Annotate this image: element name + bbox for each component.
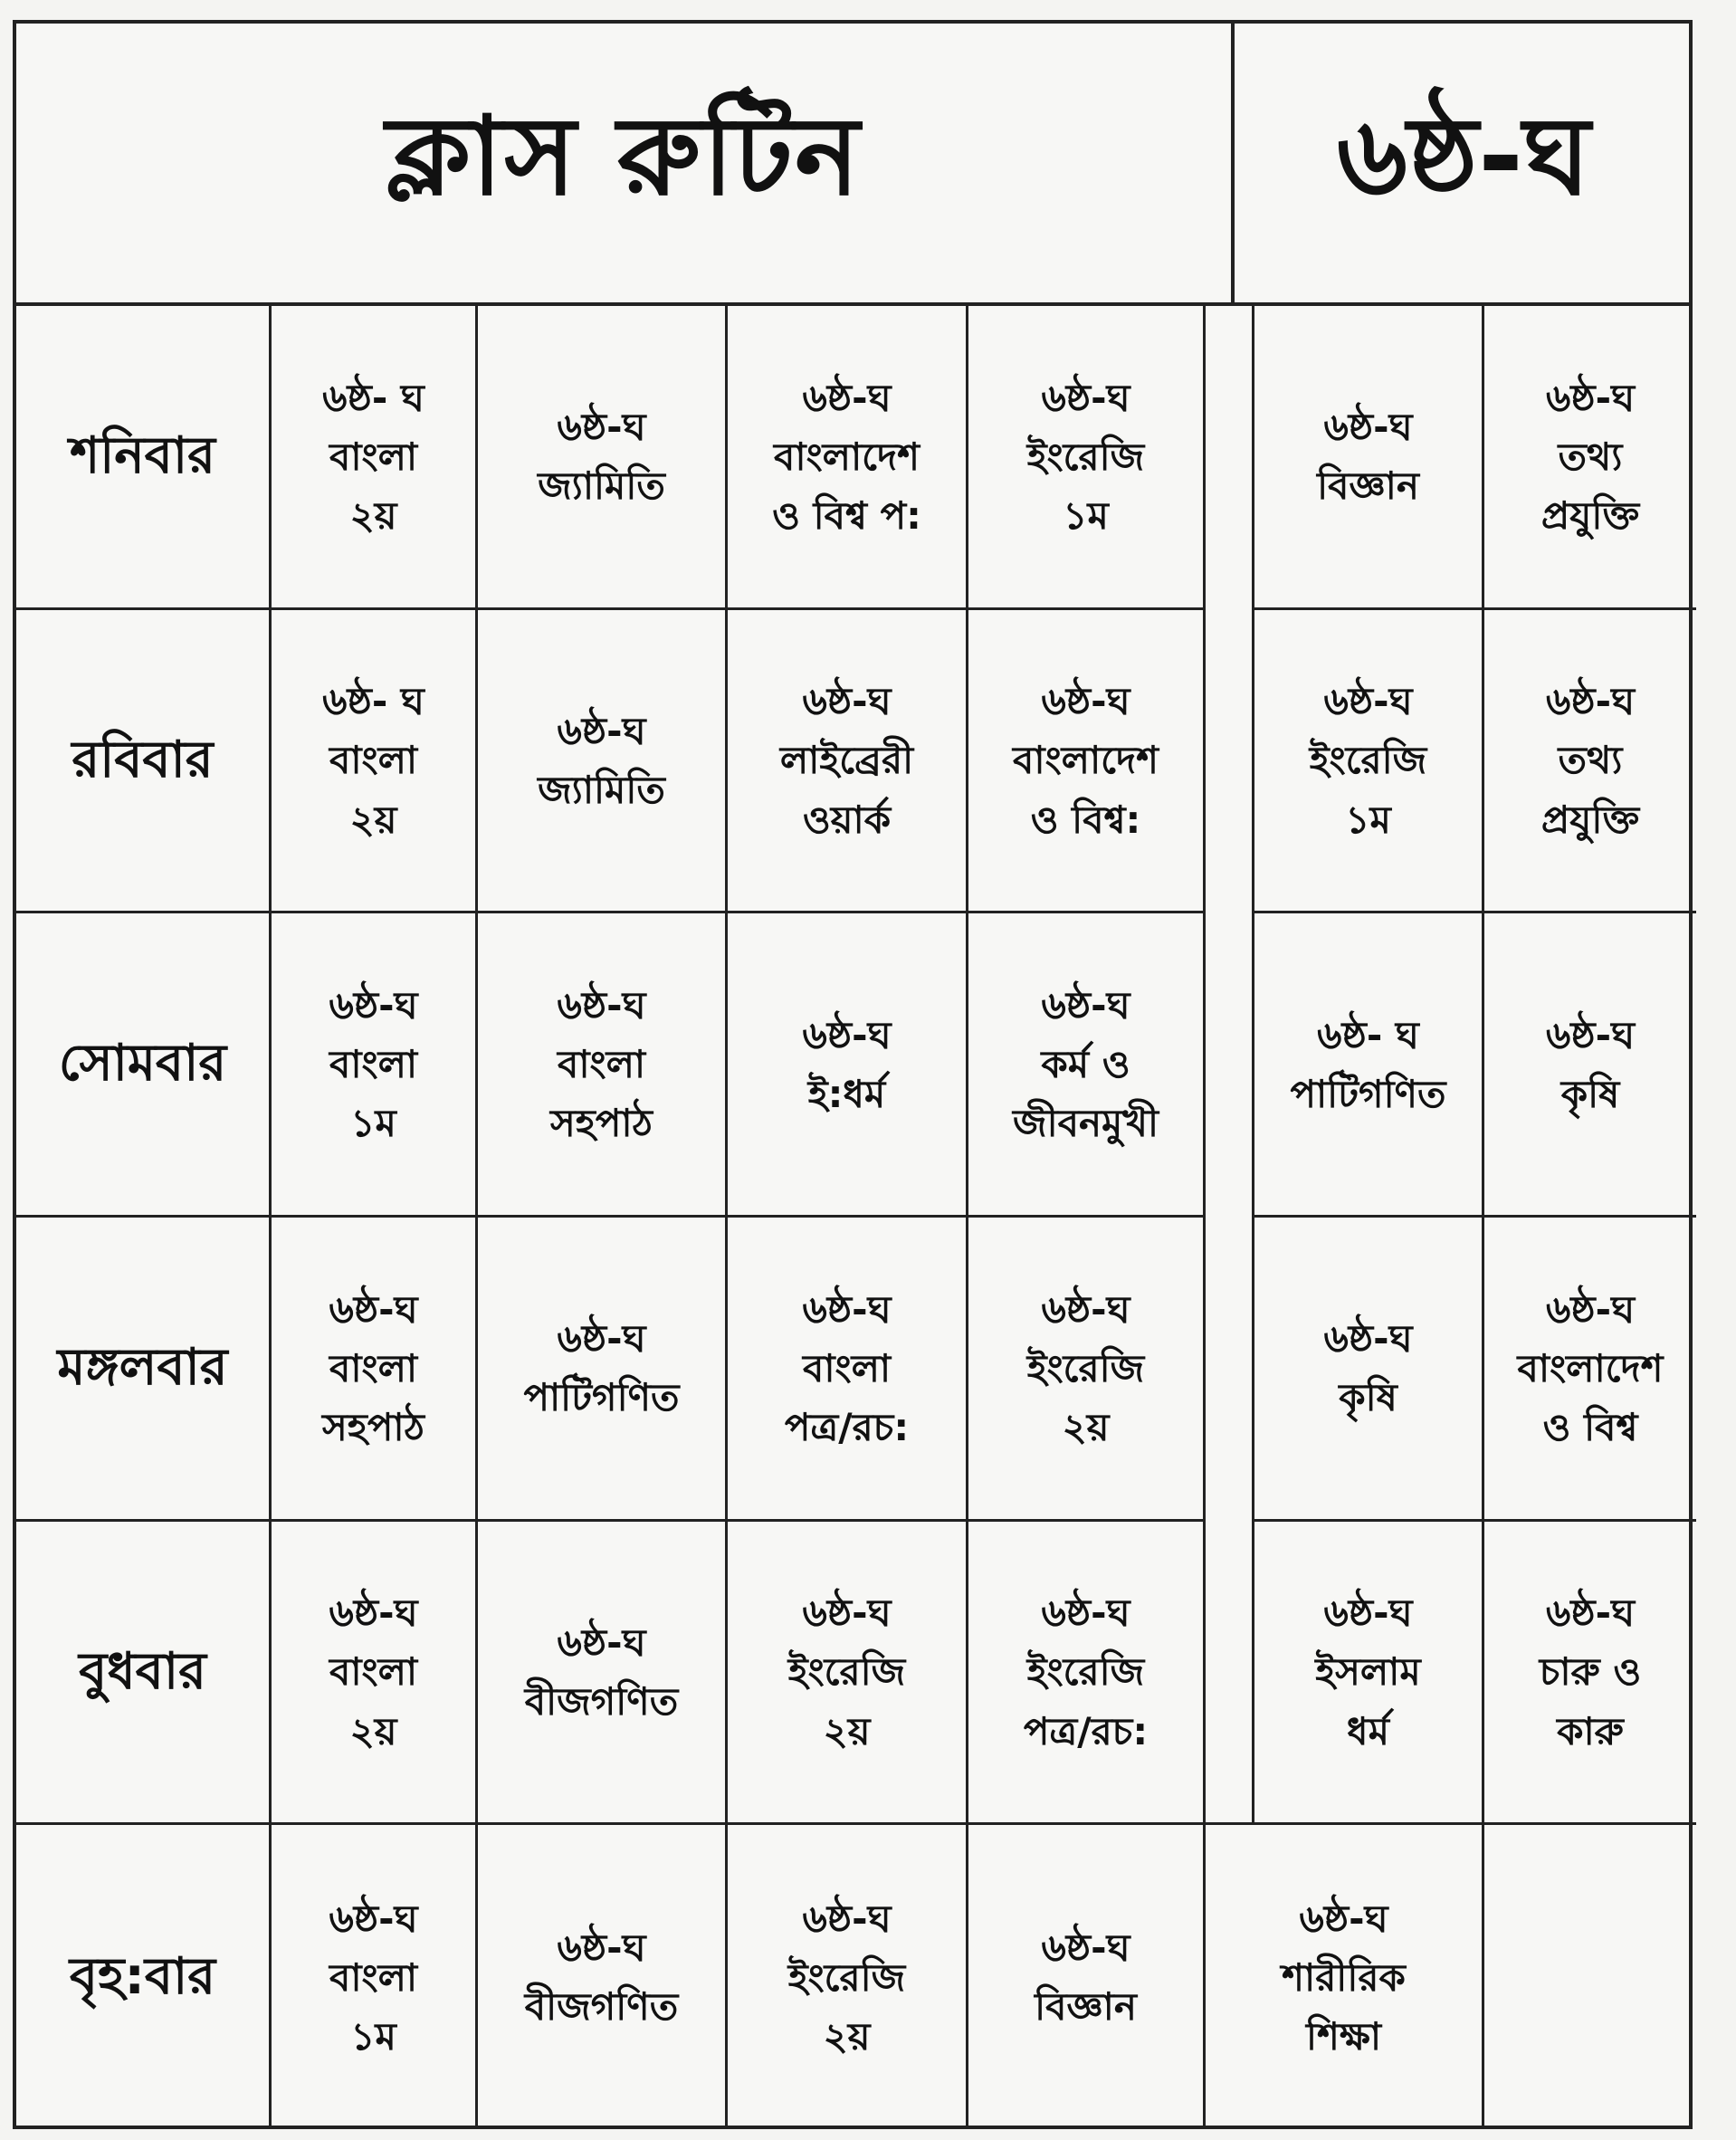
break-column	[1206, 1522, 1254, 1826]
period-cell: ৬ষ্ঠ-ঘ জ্যামিতি	[478, 610, 728, 914]
period-cell: ৬ষ্ঠ-ঘ বাংলা সহপাঠ	[478, 913, 728, 1218]
period-cell: ৬ষ্ঠ-ঘ ইংরেজি ২য়	[968, 1218, 1206, 1522]
break-column	[1206, 306, 1254, 610]
period-cell: ৬ষ্ঠ-ঘ বিজ্ঞান	[968, 1825, 1206, 2129]
period-cell: ৬ষ্ঠ-ঘ বাংলা ২য়	[272, 1522, 478, 1826]
day-label: রবিবার	[16, 610, 272, 914]
period-cell: ৬ষ্ঠ-ঘ বাংলা ১ম	[272, 1825, 478, 2129]
period-cell: ৬ষ্ঠ-ঘ বাংলা পত্র/রচ:	[728, 1218, 968, 1522]
period-cell: ৬ষ্ঠ-ঘ ইংরেজি ১ম	[1254, 610, 1484, 914]
period-cell: ৬ষ্ঠ-ঘ ইংরেজি ২য়	[728, 1825, 968, 2129]
day-label: শনিবার	[16, 306, 272, 610]
period-cell: ৬ষ্ঠ-ঘ লাইব্রেরী ওয়ার্ক	[728, 610, 968, 914]
period-cell: ৬ষ্ঠ-ঘ কৃষি	[1484, 913, 1696, 1218]
day-label: মঙ্গলবার	[16, 1218, 272, 1522]
period-cell: ৬ষ্ঠ- ঘ বাংলা ২য়	[272, 610, 478, 914]
period-cell: ৬ষ্ঠ-ঘ বিজ্ঞান	[1254, 306, 1484, 610]
period-cell: ৬ষ্ঠ-ঘ বাংলাদেশ ও বিশ্ব:	[968, 610, 1206, 914]
class-section-label: ৬ষ্ঠ-ঘ	[1231, 24, 1693, 302]
period-cell: ৬ষ্ঠ- ঘ বাংলা ২য়	[272, 306, 478, 610]
day-label: বৃহ:বার	[16, 1825, 272, 2129]
period-cell: ৬ষ্ঠ-ঘ বাংলাদেশ ও বিশ্ব প:	[728, 306, 968, 610]
day-label: সোমবার	[16, 913, 272, 1218]
period-cell: ৬ষ্ঠ-ঘ কৃষি	[1254, 1218, 1484, 1522]
period-cell: ৬ষ্ঠ-ঘ শারীরিক শিক্ষা	[1206, 1825, 1484, 2129]
period-cell: ৬ষ্ঠ-ঘ কর্ম ও জীবনমুখী	[968, 913, 1206, 1218]
period-cell: ৬ষ্ঠ-ঘ বাংলা সহপাঠ	[272, 1218, 478, 1522]
break-column	[1206, 913, 1254, 1218]
period-cell: ৬ষ্ঠ-ঘ জ্যামিতি	[478, 306, 728, 610]
period-cell: ৬ষ্ঠ-ঘ ইসলাম ধর্ম	[1254, 1522, 1484, 1826]
period-cell: ৬ষ্ঠ-ঘ ইংরেজি ২য়	[728, 1522, 968, 1826]
empty-period-cell	[1484, 1825, 1696, 2129]
period-cell: ৬ষ্ঠ-ঘ চারু ও কারু	[1484, 1522, 1696, 1826]
break-column	[1206, 610, 1254, 914]
period-cell: ৬ষ্ঠ- ঘ পাটিগণিত	[1254, 913, 1484, 1218]
routine-title: ক্লাস রুটিন	[386, 93, 862, 220]
period-cell: ৬ষ্ঠ-ঘ ইংরেজি পত্র/রচ:	[968, 1522, 1206, 1826]
period-cell: ৬ষ্ঠ-ঘ তথ্য প্রযুক্তি	[1484, 306, 1696, 610]
period-cell: ৬ষ্ঠ-ঘ বাংলা ১ম	[272, 913, 478, 1218]
period-cell: ৬ষ্ঠ-ঘ বীজগণিত	[478, 1522, 728, 1826]
period-cell: ৬ষ্ঠ-ঘ ইংরেজি ১ম	[968, 306, 1206, 610]
day-label: বুধবার	[16, 1522, 272, 1826]
period-cell: ৬ষ্ঠ-ঘ ই:ধর্ম	[728, 913, 968, 1218]
routine-sheet	[13, 20, 1693, 2129]
routine-header	[16, 24, 1689, 306]
break-column	[1206, 1218, 1254, 1522]
period-cell: ৬ষ্ঠ-ঘ তথ্য প্রযুক্তি	[1484, 610, 1696, 914]
routine-table	[16, 306, 1689, 2129]
period-cell: ৬ষ্ঠ-ঘ পাটিগণিত	[478, 1218, 728, 1522]
period-cell: ৬ষ্ঠ-ঘ বীজগণিত	[478, 1825, 728, 2129]
period-cell: ৬ষ্ঠ-ঘ বাংলাদেশ ও বিশ্ব	[1484, 1218, 1696, 1522]
